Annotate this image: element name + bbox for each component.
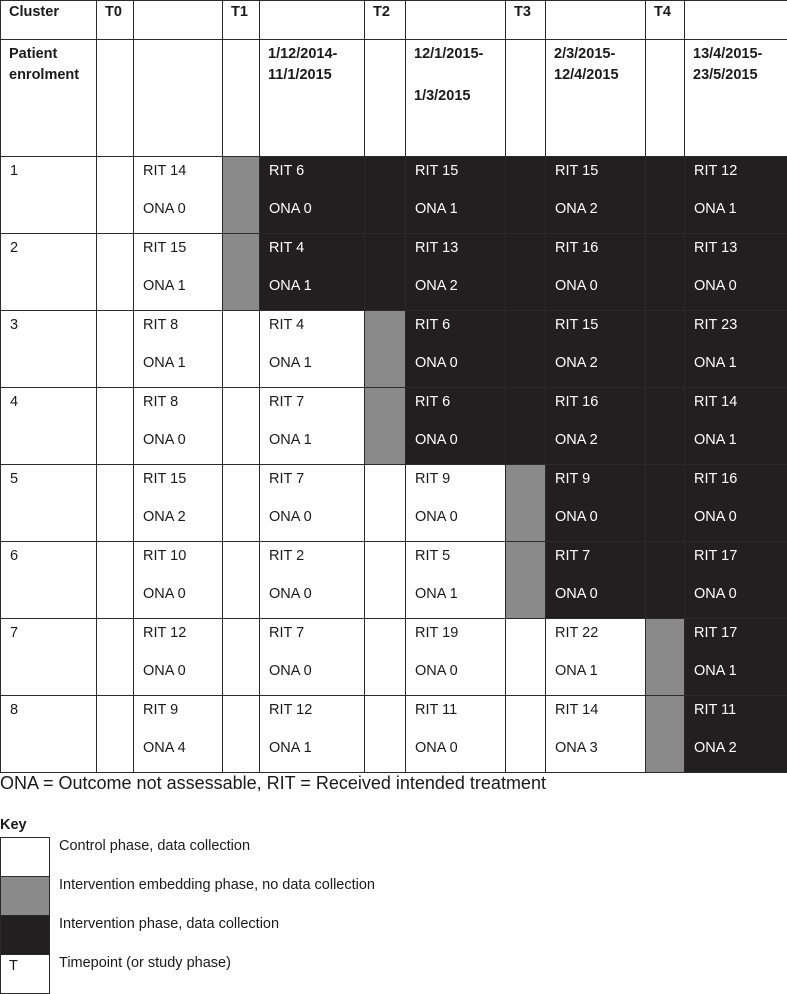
phase-cell [134, 388, 223, 465]
rit-value: RIT 7 [269, 471, 305, 487]
ona-value: ONA 0 [415, 432, 458, 448]
rit-value: RIT 6 [415, 317, 451, 333]
timepoint-cell [97, 157, 134, 234]
timepoint-cell [646, 157, 685, 234]
rit-value: RIT 15 [143, 471, 187, 487]
phase-cell [546, 696, 646, 773]
key-swatch-timepoint: T [0, 954, 50, 994]
timepoint-cell [97, 542, 134, 619]
key-swatch-control [0, 837, 50, 877]
rit-value: RIT 7 [269, 625, 305, 641]
ona-value: ONA 1 [415, 586, 458, 602]
rit-value: RIT 14 [143, 163, 187, 179]
enrolment-spacer [506, 40, 546, 157]
ona-value: ONA 0 [415, 509, 458, 525]
enrolment-period: 2/3/2015- 12/4/2015 [546, 40, 646, 157]
timepoint-cell [506, 542, 546, 619]
ona-value: ONA 0 [555, 509, 598, 525]
ona-value: ONA 0 [415, 663, 458, 679]
phase-cell [134, 234, 223, 311]
cluster-row [1, 619, 787, 696]
ona-value: ONA 0 [269, 663, 312, 679]
timepoint-cell [646, 696, 685, 773]
phase-cell [260, 465, 365, 542]
phase-cell [546, 388, 646, 465]
phase-cell [406, 234, 506, 311]
phase-cell [546, 465, 646, 542]
cluster-id: 7 [1, 619, 97, 696]
phase-cell [260, 619, 365, 696]
timepoint-cell [223, 542, 260, 619]
rit-value: RIT 8 [143, 317, 179, 333]
phase-cell [406, 619, 506, 696]
timepoint-cell [365, 311, 406, 388]
key-item-timepoint [0, 954, 787, 993]
timepoint-cell [365, 465, 406, 542]
ona-value: ONA 2 [143, 509, 186, 525]
key-item-embedding [0, 876, 787, 915]
phase-cell [260, 311, 365, 388]
timepoint-cell [97, 234, 134, 311]
phase-cell [260, 542, 365, 619]
timepoint-cell [97, 465, 134, 542]
enrolment-period: 13/4/2015- 23/5/2015 [685, 40, 787, 157]
rit-value: RIT 13 [694, 240, 738, 256]
timepoint-t0: T0 [97, 1, 134, 40]
key-label: Intervention phase, data collection [59, 916, 280, 932]
ona-value: ONA 1 [415, 201, 458, 217]
key-label: Control phase, data collection [59, 838, 251, 854]
rit-value: RIT 15 [555, 317, 599, 333]
cluster-row [1, 465, 787, 542]
rit-value: RIT 7 [555, 548, 591, 564]
timepoint-cell [365, 696, 406, 773]
timepoint-cell [506, 157, 546, 234]
phase-cell [134, 311, 223, 388]
rit-value: RIT 15 [555, 163, 599, 179]
timepoint-cell [223, 157, 260, 234]
phase-cell [685, 157, 787, 234]
ona-value: ONA 0 [694, 509, 737, 525]
timepoint-cell [506, 311, 546, 388]
enrolment-spacer [223, 40, 260, 157]
phase-cell [260, 157, 365, 234]
phase-cell [685, 542, 787, 619]
enrolment-label: Patient enrolment [1, 40, 97, 157]
rit-value: RIT 15 [143, 240, 187, 256]
timepoint-cell [646, 465, 685, 542]
phase-cell [260, 696, 365, 773]
ona-value: ONA 0 [555, 278, 598, 294]
timepoint-cell [646, 311, 685, 388]
rit-value: RIT 23 [694, 317, 738, 333]
timepoint-cell [97, 388, 134, 465]
ona-value: ONA 0 [415, 355, 458, 371]
timepoint-cell [97, 619, 134, 696]
enrolment-spacer [646, 40, 685, 157]
phase-cell [546, 542, 646, 619]
rit-value: RIT 4 [269, 240, 305, 256]
timepoint-cell [506, 465, 546, 542]
rit-value: RIT 16 [555, 240, 599, 256]
key-swatch-embedding [0, 876, 50, 916]
timepoint-cell [365, 542, 406, 619]
ona-value: ONA 1 [694, 355, 737, 371]
rit-value: RIT 6 [415, 394, 451, 410]
rit-value: RIT 5 [415, 548, 451, 564]
timepoint-cell [506, 619, 546, 696]
ona-value: ONA 0 [269, 201, 312, 217]
key-title: Key [0, 817, 27, 833]
phase-cell [685, 311, 787, 388]
phase-cell [406, 465, 506, 542]
cluster-id: 8 [1, 696, 97, 773]
phase-cell [134, 696, 223, 773]
cluster-row [1, 311, 787, 388]
cluster-row [1, 388, 787, 465]
timepoint-t4: T4 [646, 1, 685, 40]
ona-value: ONA 3 [555, 740, 598, 756]
key-label: Intervention embedding phase, no data collection [59, 877, 375, 893]
phase-cell [546, 311, 646, 388]
cluster-id: 3 [1, 311, 97, 388]
rit-value: RIT 4 [269, 317, 305, 333]
rit-value: RIT 8 [143, 394, 179, 410]
ona-value: ONA 1 [143, 355, 186, 371]
key-label: Timepoint (or study phase) [59, 955, 231, 971]
enrolment-spacer [134, 40, 223, 157]
rit-value: RIT 17 [694, 548, 738, 564]
enrolment-period: 1/12/2014- 11/1/2015 [260, 40, 365, 157]
ona-value: ONA 0 [269, 509, 312, 525]
header-row [1, 1, 787, 40]
cluster-id: 2 [1, 234, 97, 311]
timepoint-cell [646, 542, 685, 619]
timepoint-cell [97, 696, 134, 773]
cluster-id: 4 [1, 388, 97, 465]
ona-value: ONA 0 [143, 201, 186, 217]
enrolment-row [1, 40, 787, 157]
rit-value: RIT 11 [694, 702, 737, 718]
phase-cell [406, 388, 506, 465]
phase-cell [406, 311, 506, 388]
phase-cell [546, 234, 646, 311]
rit-value: RIT 16 [555, 394, 599, 410]
timepoint-cell [506, 696, 546, 773]
header-spacer [406, 1, 506, 40]
rit-value: RIT 9 [555, 471, 591, 487]
phase-cell [134, 465, 223, 542]
rit-value: RIT 17 [694, 625, 738, 641]
rit-value: RIT 14 [555, 702, 599, 718]
key-item-control [0, 837, 787, 876]
rit-value: RIT 16 [694, 471, 738, 487]
enrolment-period: 12/1/2015- 1/3/2015 [406, 40, 506, 157]
ona-value: ONA 2 [555, 432, 598, 448]
timepoint-t1: T1 [223, 1, 260, 40]
ona-value: ONA 2 [555, 201, 598, 217]
cluster-row [1, 542, 787, 619]
phase-cell [685, 465, 787, 542]
rit-value: RIT 10 [143, 548, 187, 564]
ona-value: ONA 1 [269, 278, 312, 294]
phase-cell [260, 234, 365, 311]
timepoint-cell [365, 234, 406, 311]
phase-cell [406, 696, 506, 773]
ona-value: ONA 0 [694, 586, 737, 602]
ona-value: ONA 0 [143, 586, 186, 602]
cluster-id: 5 [1, 465, 97, 542]
phase-cell [406, 157, 506, 234]
phase-cell [406, 542, 506, 619]
timepoint-cell [365, 388, 406, 465]
phase-cell [685, 388, 787, 465]
rit-value: RIT 12 [143, 625, 187, 641]
ona-value: ONA 0 [415, 740, 458, 756]
rit-value: RIT 12 [269, 702, 313, 718]
header-spacer [685, 1, 787, 40]
ona-value: ONA 1 [269, 355, 312, 371]
phase-cell [546, 619, 646, 696]
timepoint-cell [223, 311, 260, 388]
ona-value: ONA 1 [143, 278, 186, 294]
ona-value: ONA 2 [415, 278, 458, 294]
timepoint-t3: T3 [506, 1, 546, 40]
ona-value: ONA 2 [555, 355, 598, 371]
ona-value: ONA 0 [694, 278, 737, 294]
timepoint-cell [365, 619, 406, 696]
cluster-row [1, 157, 787, 234]
enrolment-spacer [365, 40, 406, 157]
ona-value: ONA 0 [555, 586, 598, 602]
rit-value: RIT 6 [269, 163, 305, 179]
phase-cell [134, 619, 223, 696]
cluster-id: 1 [1, 157, 97, 234]
ona-value: ONA 0 [143, 432, 186, 448]
phase-cell [546, 157, 646, 234]
phase-cell [685, 234, 787, 311]
phase-cell [260, 388, 365, 465]
rit-value: RIT 12 [694, 163, 738, 179]
timepoint-cell [646, 619, 685, 696]
ona-value: ONA 0 [269, 586, 312, 602]
ona-value: ONA 1 [694, 432, 737, 448]
cluster-row [1, 234, 787, 311]
rit-value: RIT 15 [415, 163, 459, 179]
timepoint-cell [365, 157, 406, 234]
ona-value: ONA 1 [694, 663, 737, 679]
key-swatch-intervention [0, 915, 50, 955]
rit-value: RIT 13 [415, 240, 459, 256]
timepoint-cell [506, 234, 546, 311]
timepoint-t2: T2 [365, 1, 406, 40]
ona-value: ONA 1 [269, 432, 312, 448]
enrolment-spacer [97, 40, 134, 157]
rit-value: RIT 7 [269, 394, 305, 410]
rit-value: RIT 22 [555, 625, 599, 641]
timepoint-cell [223, 234, 260, 311]
phase-cell [134, 157, 223, 234]
timepoint-cell [97, 311, 134, 388]
ona-value: ONA 0 [143, 663, 186, 679]
cluster-header: Cluster [1, 1, 97, 40]
rit-value: RIT 9 [143, 702, 179, 718]
rit-value: RIT 14 [694, 394, 738, 410]
timepoint-cell [646, 234, 685, 311]
timepoint-cell [646, 388, 685, 465]
phase-cell [134, 542, 223, 619]
cluster-row [1, 696, 787, 773]
rit-value: RIT 9 [415, 471, 451, 487]
rit-value: RIT 19 [415, 625, 459, 641]
timepoint-cell [506, 388, 546, 465]
ona-value: ONA 2 [694, 740, 737, 756]
header-spacer [134, 1, 223, 40]
ona-value: ONA 1 [694, 201, 737, 217]
footnote: ONA = Outcome not assessable, RIT = Received intended treatment [0, 773, 546, 793]
timepoint-cell [223, 388, 260, 465]
key-item-intervention [0, 915, 787, 954]
ona-value: ONA 4 [143, 740, 186, 756]
phase-cell [685, 619, 787, 696]
cluster-id: 6 [1, 542, 97, 619]
rit-value: RIT 2 [269, 548, 305, 564]
header-spacer [546, 1, 646, 40]
ona-value: ONA 1 [555, 663, 598, 679]
header-spacer [260, 1, 365, 40]
timepoint-cell [223, 619, 260, 696]
timepoint-cell [223, 696, 260, 773]
phase-cell [685, 696, 787, 773]
rit-value: RIT 11 [415, 702, 458, 718]
ona-value: ONA 1 [269, 740, 312, 756]
timepoint-cell [223, 465, 260, 542]
